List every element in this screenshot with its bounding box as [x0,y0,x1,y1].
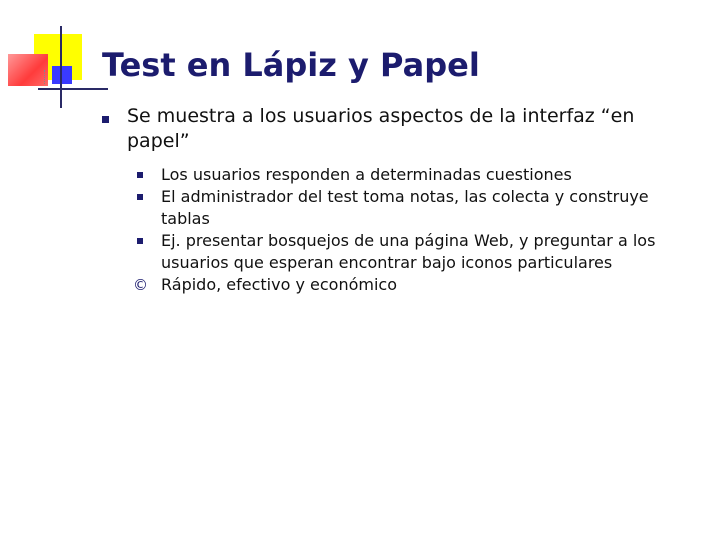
sub-bullet-item [136,186,696,230]
logo-dotted-line [44,70,51,84]
sub-bullet-text: Rápido, efectivo y económico [161,275,397,294]
square-bullet-icon [137,194,143,200]
sub-bullet-item [136,164,696,186]
logo-blue-square [52,66,72,84]
sub-bullet-list [133,164,696,296]
main-bullet-text: Se muestra a los usuarios aspectos de la interfaz “en papel” [127,105,635,152]
square-bullet-icon [137,172,143,178]
decorative-logo [0,0,110,110]
logo-horizontal-line [38,88,108,90]
sub-bullet-item [136,230,696,274]
logo-red-square [8,54,48,86]
square-bullet-icon [102,116,109,123]
slide-title: Test en Lápiz y Papel [102,46,480,84]
sub-bullet-text: Los usuarios responden a determinadas cuestiones [161,165,572,184]
sub-bullet-text: Ej. presentar bosquejos de una página Web, y preguntar a los usuarios que esperan encontrar bajo iconos particulares [161,231,656,272]
sub-bullet-item [133,274,696,296]
square-bullet-icon [137,238,143,244]
sub-bullet-text: El administrador del test toma notas, las colecta y construye tablas [161,187,649,228]
main-bullet [102,104,702,154]
logo-vertical-line [60,26,62,108]
copyright-bullet-icon: © [133,276,148,294]
